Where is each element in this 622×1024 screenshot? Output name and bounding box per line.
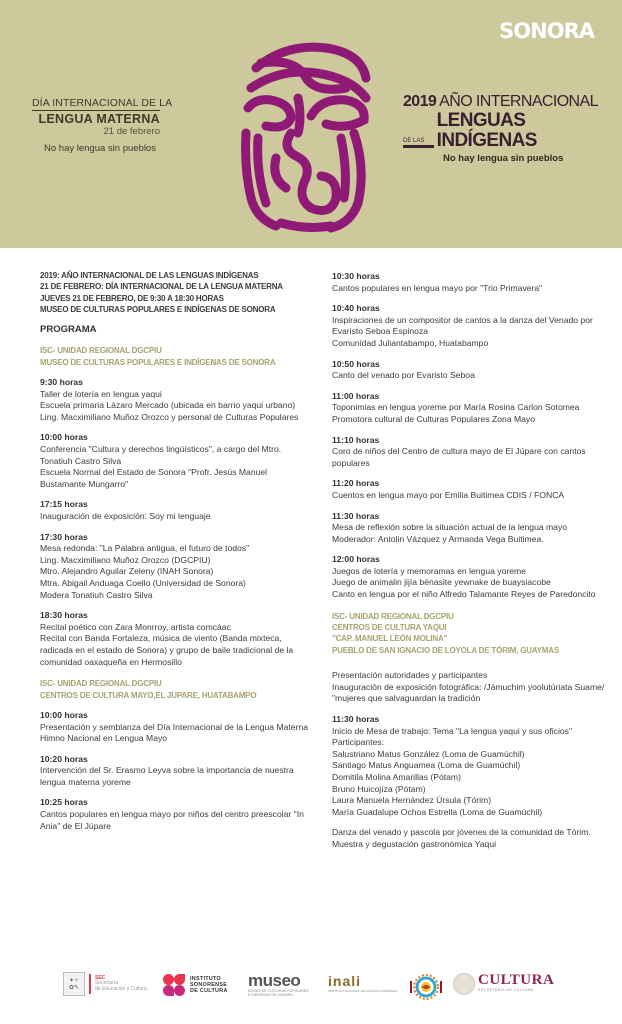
event-time: 17:15 horas bbox=[40, 499, 88, 510]
lenguas-indigenas-title bbox=[403, 93, 622, 151]
event-time: 10:50 horas bbox=[332, 358, 380, 369]
event-time: 17:30 horas bbox=[40, 531, 88, 542]
event-time: 10:20 horas bbox=[40, 753, 88, 764]
event-item bbox=[40, 499, 315, 522]
event-line: Escuela Normal del Estado de Sonora "Profr. Jesús Manuel Bustamante Mungarro" bbox=[40, 467, 268, 489]
event-time: 11:20 horas bbox=[332, 478, 380, 489]
event-item bbox=[332, 478, 612, 501]
event-line: Modera Tonatiuh Castro Silva bbox=[40, 589, 153, 600]
sec-logo bbox=[63, 972, 147, 996]
venue-heading bbox=[40, 345, 315, 368]
sonora-logo: SONORA bbox=[499, 19, 594, 43]
inali-word: inali bbox=[328, 973, 362, 989]
event-line: Escuela primaria Lázaro Mercado (ubicada en barrio yaqui urbano) bbox=[40, 400, 296, 411]
venue-heading-line: CENTROS DE CULTURA YAQUI bbox=[332, 623, 447, 633]
museo-word: museo bbox=[248, 971, 301, 990]
event-line: Intervención del Sr. Erasmo Leyva sobre la importancia de nuestra lengua materna yoreme bbox=[40, 765, 294, 787]
event-time: 18:30 horas bbox=[40, 610, 88, 621]
right-slogan: No hay lengua sin pueblos bbox=[443, 153, 564, 164]
program-right-column bbox=[332, 271, 612, 851]
isc-line3: DE CULTURA bbox=[190, 988, 228, 994]
intro-block bbox=[40, 270, 315, 316]
event-line: Santiago Matus Anguamea (Loma de Guamúchil) bbox=[332, 760, 521, 771]
lengua-materna-title bbox=[32, 97, 173, 137]
event-item bbox=[40, 797, 315, 832]
event-line: Inauguración de exposición fotográfica: /Jámuchim yoolutúriata Suame/ "mujeres que salvaguardan la tradición bbox=[332, 681, 605, 704]
event-line: Juegos de lotería y memoramas en lengua yoreme bbox=[332, 565, 526, 576]
isc-line2: SONORENSE bbox=[190, 982, 228, 988]
event-time: 10:25 horas bbox=[40, 797, 88, 808]
left-title-line2: LENGUA MATERNA bbox=[38, 112, 160, 126]
event-line: Canto del venado por Evaristo Seboa bbox=[332, 370, 475, 381]
event-item bbox=[332, 827, 612, 850]
programa-heading: PROGRAMA bbox=[40, 323, 97, 335]
right-title-de-las: DE LAS bbox=[403, 138, 434, 148]
event-item bbox=[40, 432, 315, 490]
intro-line: 2019: AÑO INTERNACIONAL DE LAS LENGUAS INDÍGENAS bbox=[40, 271, 259, 280]
right-title-line2: LENGUAS INDÍGENAS bbox=[436, 110, 537, 151]
event-time: 10:30 horas bbox=[332, 271, 380, 281]
venue-heading bbox=[332, 611, 612, 657]
isc-logo bbox=[163, 974, 228, 996]
venue-heading-line: PUEBLO DE SAN IGNACIO DE LOYOLA DE TÓRIM, GUAYMAS bbox=[332, 645, 559, 655]
event-time: 12:00 horas bbox=[332, 554, 380, 565]
sec-divider bbox=[89, 974, 91, 994]
sec-abbr: SEC bbox=[95, 974, 106, 981]
event-item bbox=[40, 610, 315, 668]
cultura-word: CULTURA bbox=[478, 972, 555, 988]
event-line: Ling. Macximiliano Muñoz Orozco y personal de Culturas Populares bbox=[40, 411, 299, 422]
venue-heading-line: ISC- UNIDAD REGIONAL DGCPIU bbox=[40, 346, 162, 356]
museo-sub2: E INDÍGENAS DE SONORA bbox=[248, 993, 293, 997]
event-line: Cantos populares en lengua mayo por niños del centro preescolar "In Ania" de El Júpare bbox=[40, 809, 304, 831]
venue-heading bbox=[40, 678, 315, 701]
event-line: Mesa redonda: "La Palabra antigua, el futuro de todos" bbox=[40, 543, 250, 554]
left-title-line1: DÍA INTERNACIONAL DE LA bbox=[32, 97, 173, 109]
event-line: Mtra. Abigail Anduaga Coello (Universidad de Sonora) bbox=[40, 577, 246, 588]
event-time: 10:00 horas bbox=[40, 432, 88, 443]
venue-heading-line: MUSEO DE CULTURAS POPULARES E INDÍGENAS DE SONORA bbox=[40, 357, 276, 367]
event-item bbox=[40, 710, 315, 745]
right-title-line1: AÑO INTERNACIONAL bbox=[439, 93, 598, 110]
event-item bbox=[40, 754, 315, 789]
cultura-logo bbox=[478, 972, 554, 992]
right-title-year: 2019 bbox=[403, 93, 437, 110]
event-line: Presentación y semblanza del Día Internacional de la Lengua Materna bbox=[40, 721, 309, 732]
event-item bbox=[332, 271, 612, 294]
event-line: Juego de animalin jijía bénasite yewnake de buaysiacobe bbox=[332, 577, 551, 588]
event-line: Comunidad Juliantabampo, Huatabampo bbox=[332, 337, 489, 348]
event-line: Presentación autoridades y participantes bbox=[332, 670, 488, 681]
intro-line: JUEVES 21 DE FEBRERO, DE 9:30 A 18:30 HORAS bbox=[40, 293, 224, 303]
event-line: Mtro. Alejandro Aguilar Zeleny (INAH Sonora) bbox=[40, 566, 214, 577]
event-line: Danza del venado y pascola por jóvenes de la comunidad de Tórim. bbox=[332, 827, 591, 838]
event-line: Cuentos en lengua mayo por Emilia Buitimea CDIS / FONCA bbox=[332, 489, 565, 500]
event-line: Promotora cultural de Culturas Populares Zona Mayo bbox=[332, 413, 536, 424]
event-line: Domitila Molina Amarillas (Pótam) bbox=[332, 772, 461, 783]
event-time: 11:30 horas bbox=[332, 714, 380, 725]
event-line: Coro de niños del Centro de cultura mayo de El Júpare con cantos populares bbox=[332, 446, 586, 468]
event-time: 10:00 horas bbox=[40, 709, 88, 720]
isc-line1: INSTITUTO bbox=[190, 976, 222, 982]
mask-illustration bbox=[236, 38, 376, 233]
venue-heading-line: CENTROS DE CULTURA MAYO,EL JUPARE, HUATABAMPO bbox=[40, 690, 257, 700]
event-line: Taller de lotería en lengua yaqui bbox=[40, 388, 162, 399]
inali-sub: INSTITUTO NACIONAL DE LENGUAS INDÍGENAS bbox=[328, 989, 398, 993]
event-item bbox=[332, 303, 612, 349]
event-line: Ling. Macximiliano Muñoz Orozco (DGCPIU) bbox=[40, 554, 211, 565]
header-banner bbox=[0, 0, 622, 248]
program-left-column bbox=[40, 270, 315, 832]
event-item bbox=[332, 391, 612, 426]
left-slogan: No hay lengua sin pueblos bbox=[44, 143, 156, 154]
event-line: Participantes: bbox=[332, 737, 385, 748]
sec-line2: de Educación y Cultura bbox=[95, 985, 147, 992]
event-line: María Guadalupe Ochoa Estrella (Loma de Guamúchil) bbox=[332, 806, 543, 817]
event-line: Himno Nacional en Lengua Mayo bbox=[40, 733, 168, 744]
event-line: Moderador: Antolin Vázquez y Armanda Vega Buitimea. bbox=[332, 533, 544, 544]
sec-line1: Secretaría bbox=[95, 980, 119, 987]
event-time: 11:10 horas bbox=[332, 434, 380, 445]
event-item bbox=[332, 511, 612, 546]
event-item bbox=[332, 359, 612, 382]
museo-logo bbox=[248, 972, 309, 997]
event-line: Salustriano Matus González (Loma de Guamúchil) bbox=[332, 748, 525, 759]
museo-sub1: MUSEO DE CULTURAS POPULARES bbox=[248, 989, 309, 993]
event-item bbox=[332, 435, 612, 470]
sponsor-logos bbox=[0, 962, 622, 1002]
venue-heading-line: "CAP. MANUEL LEÓN MOLINA" bbox=[332, 634, 448, 644]
event-line: Inspiraciones de un compositor de cantos a la danza del Venado por Evaristo Seboa Espinoza bbox=[332, 314, 593, 337]
venue-heading-line: ISC- UNIDAD REGIONAL DGCPIU bbox=[332, 611, 454, 621]
intro-line: 21 DE FEBRERO: DÍA INTERNACIONAL DE LA LENGUA MATERNA bbox=[40, 282, 283, 292]
event-item bbox=[40, 532, 315, 602]
event-line: Bruno Huicojíza (Pótam) bbox=[332, 783, 426, 794]
mexico-seal-icon bbox=[453, 973, 475, 995]
event-item bbox=[332, 670, 612, 705]
indigenous-year-emblem-icon bbox=[409, 972, 443, 1002]
event-line: Recital con Banda Fortaleza, música de viento (Banda mixteca, radicada en el estado de Sonora) y grupo de baile tradicional de la comunidad oaxaqueña en Hermosillo bbox=[40, 633, 294, 667]
event-time: 10:40 horas bbox=[332, 303, 380, 314]
event-item bbox=[40, 377, 315, 423]
event-line: Muestra y degustación gastronómica Yaqui bbox=[332, 839, 497, 849]
inali-logo bbox=[328, 974, 397, 993]
event-line: Toponimias en lengua yoreme por María Rosina Carlon Sotomea bbox=[332, 402, 580, 413]
left-title-date: 21 de febrero bbox=[103, 126, 160, 137]
event-line: Mesa de reflexión sobre la situación actual de la lengua mayo bbox=[332, 522, 568, 533]
event-item bbox=[332, 714, 612, 818]
intro-line: MUSEO DE CULTURAS POPULARES E INDÍGENAS DE SONORA bbox=[40, 305, 276, 315]
cultura-sub: SECRETARÍA DE CULTURA bbox=[478, 988, 534, 992]
event-line: Laura Manuela Hernández Úrsula (Tórim) bbox=[332, 795, 492, 806]
event-item bbox=[332, 554, 612, 600]
sec-emblem-icon: ✦✧ ✿✎ bbox=[63, 972, 85, 996]
isc-butterfly-icon bbox=[163, 974, 185, 996]
event-time: 9:30 horas bbox=[40, 377, 83, 388]
venue-heading-line: ISC- UNIDAD REGIONAL DGCPIU bbox=[40, 679, 162, 689]
event-line: Canto en lengua por el niño Alfredo Talamante Reyes de Paredoncito bbox=[332, 589, 596, 600]
event-line: Inicio de Mesa de trabajo: Tema "La lengua yaqui y sus oficios" bbox=[332, 725, 573, 736]
event-line: Recital poético con Zara Monrroy, artista comcáac bbox=[40, 621, 231, 632]
event-line: Cantos populares en lengua mayo por "Trio Primavera" bbox=[332, 282, 543, 293]
event-time: 11:00 horas bbox=[332, 390, 380, 401]
event-line: Conferencia "Cultura y derechos lingüísticos", a cargo del Mtro. Tonatiuh Castro Silva bbox=[40, 444, 282, 466]
event-line: Inauguración de exposición: Soy mi lenguaje bbox=[40, 510, 211, 521]
event-time: 11:30 horas bbox=[332, 510, 380, 521]
